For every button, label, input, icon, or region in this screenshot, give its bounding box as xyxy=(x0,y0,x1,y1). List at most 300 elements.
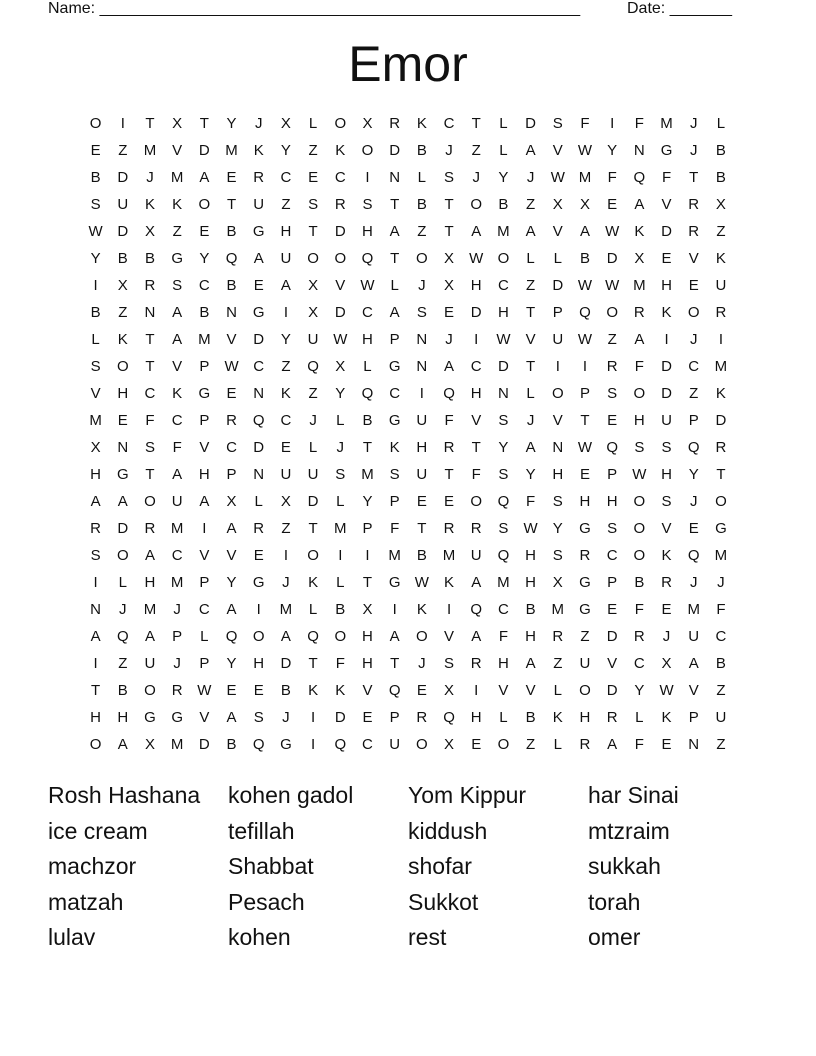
grid-letter: S xyxy=(444,655,455,672)
grid-letter: F xyxy=(471,466,481,483)
grid-letter: C xyxy=(443,115,455,132)
grid-letter: K xyxy=(117,331,128,348)
grid-letter: Z xyxy=(526,277,536,294)
grid-letter: X xyxy=(117,277,128,294)
word-list-item: kohen gadol xyxy=(228,782,354,808)
grid-letter: G xyxy=(171,250,183,267)
grid-letter: Q xyxy=(334,736,347,753)
grid-letter: O xyxy=(116,547,129,564)
grid-row xyxy=(82,488,735,515)
grid-letter: M xyxy=(578,169,592,186)
grid-letter: E xyxy=(607,412,618,429)
grid-letter: W xyxy=(605,277,620,294)
grid-letter: I xyxy=(283,304,288,321)
grid-letter: H xyxy=(117,709,129,726)
grid-letter: E xyxy=(471,736,482,753)
grid-letter: W xyxy=(197,682,212,699)
grid-letter: J xyxy=(418,655,426,672)
grid-letter: I xyxy=(365,169,370,186)
grid-letter: A xyxy=(389,223,400,240)
grid-letter: H xyxy=(661,277,672,294)
grid-letter: D xyxy=(606,628,618,645)
word-list-item: shofar xyxy=(408,853,472,879)
grid-letter: D xyxy=(253,331,265,348)
grid-letter: G xyxy=(579,601,591,618)
grid-letter: U xyxy=(307,331,319,348)
grid-letter: T xyxy=(308,520,318,537)
grid-letter: K xyxy=(144,196,155,213)
grid-letter: H xyxy=(633,412,645,429)
grid-row xyxy=(82,731,735,758)
grid-letter: Z xyxy=(716,223,726,240)
grid-letter: E xyxy=(444,493,455,510)
grid-letter: R xyxy=(552,628,564,645)
grid-letter: I xyxy=(365,547,370,564)
grid-letter: L xyxy=(308,439,318,456)
grid-letter: A xyxy=(226,601,237,618)
grid-letter: F xyxy=(498,628,508,645)
grid-letter: B xyxy=(226,223,237,240)
grid-letter: X xyxy=(90,439,101,456)
grid-letter: T xyxy=(471,115,481,132)
grid-letter: O xyxy=(416,628,428,645)
grid-letter: S xyxy=(498,412,509,429)
grid-letter: O xyxy=(687,304,700,321)
grid-letter: T xyxy=(362,574,373,591)
grid-letter: X xyxy=(715,196,726,213)
grid-letter: N xyxy=(144,304,156,321)
grid-letter: A xyxy=(688,655,699,672)
grid-letter: B xyxy=(715,169,726,186)
grid-letter: L xyxy=(336,574,345,591)
grid-letter: N xyxy=(253,466,265,483)
grid-letter: C xyxy=(171,412,183,429)
grid-letter: B xyxy=(498,196,509,213)
grid-letter: C xyxy=(362,736,373,753)
grid-letter: U xyxy=(715,709,727,726)
grid-letter: Q xyxy=(687,439,700,456)
grid-letter: D xyxy=(334,709,346,726)
grid-letter: T xyxy=(390,655,400,672)
grid-letter: A xyxy=(199,169,210,186)
grid-letter: R xyxy=(579,547,591,564)
grid-letter: U xyxy=(389,736,401,753)
grid-letter: P xyxy=(389,331,400,348)
grid-row xyxy=(82,110,735,137)
grid-letter: O xyxy=(307,547,319,564)
grid-letter: J xyxy=(717,574,725,591)
grid-letter: V xyxy=(444,628,455,645)
grid-letter: Z xyxy=(417,223,427,240)
grid-letter: B xyxy=(90,304,101,321)
grid-letter: N xyxy=(633,142,645,159)
grid-letter: C xyxy=(497,277,509,294)
grid-letter: R xyxy=(715,304,727,321)
grid-letter: H xyxy=(362,628,373,645)
grid-letter: Z xyxy=(172,223,182,240)
grid-letter: Y xyxy=(607,142,618,159)
grid-letter: B xyxy=(416,547,427,564)
grid-letter: L xyxy=(336,493,345,510)
grid-letter: N xyxy=(688,736,700,753)
grid-letter: A xyxy=(172,331,183,348)
grid-letter: D xyxy=(334,304,346,321)
grid-letter: J xyxy=(689,574,698,591)
word-list-item: Yom Kippur xyxy=(408,782,527,808)
grid-row xyxy=(82,461,735,488)
grid-letter: Q xyxy=(361,250,374,267)
grid-letter: Z xyxy=(526,736,536,753)
grid-letter: Q xyxy=(497,547,510,564)
grid-letter: G xyxy=(388,358,401,375)
grid-letter: X xyxy=(362,601,373,618)
grid-letter: D xyxy=(117,223,129,240)
grid-letter: R xyxy=(389,115,401,132)
date-field-label: Date: _______ xyxy=(627,0,732,17)
grid-letter: V xyxy=(661,196,672,213)
grid-letter: X xyxy=(579,196,590,213)
grid-letter: W xyxy=(577,331,593,348)
grid-letter: R xyxy=(688,223,700,240)
grid-letter: T xyxy=(444,223,454,240)
grid-letter: E xyxy=(90,142,101,159)
grid-letter: X xyxy=(144,223,155,240)
grid-letter: C xyxy=(470,358,482,375)
grid-letter: Y xyxy=(199,250,210,267)
word-list-item: sukkah xyxy=(588,853,661,879)
grid-letter: I xyxy=(392,601,397,618)
grid-row xyxy=(82,245,735,272)
grid-letter: U xyxy=(470,547,482,564)
grid-letter: D xyxy=(715,412,727,429)
grid-letter: G xyxy=(171,709,183,726)
grid-letter: J xyxy=(689,493,698,510)
grid-row xyxy=(82,515,735,542)
grid-letter: B xyxy=(280,682,291,699)
grid-letter: R xyxy=(715,439,727,456)
grid-letter: Z xyxy=(580,628,590,645)
grid-letter: Z xyxy=(526,196,536,213)
grid-letter: D xyxy=(470,304,482,321)
grid-letter: F xyxy=(607,169,617,186)
grid-letter: A xyxy=(90,493,101,510)
grid-letter: K xyxy=(389,439,400,456)
grid-letter: E xyxy=(199,223,210,240)
grid-letter: L xyxy=(363,358,372,375)
grid-letter: K xyxy=(335,142,346,159)
grid-letter: C xyxy=(171,547,183,564)
grid-letter: G xyxy=(715,520,727,537)
grid-letter: U xyxy=(253,196,265,213)
grid-letter: L xyxy=(553,736,562,753)
grid-letter: V xyxy=(362,682,373,699)
grid-letter: S xyxy=(444,169,455,186)
grid-letter: D xyxy=(280,655,292,672)
grid-letter: F xyxy=(335,655,345,672)
grid-letter: F xyxy=(634,358,644,375)
grid-letter: T xyxy=(145,331,155,348)
grid-letter: T xyxy=(716,466,726,483)
grid-letter: T xyxy=(444,196,454,213)
grid-letter: S xyxy=(552,547,563,564)
grid-letter: L xyxy=(499,115,508,132)
grid-letter: W xyxy=(550,169,565,186)
grid-letter: A xyxy=(172,304,183,321)
grid-letter: X xyxy=(280,115,291,132)
grid-letter: G xyxy=(660,142,673,159)
grid-letter: E xyxy=(688,520,699,537)
grid-row xyxy=(82,596,735,623)
page-title: Emor xyxy=(348,36,468,92)
grid-letter: J xyxy=(119,601,127,618)
grid-letter: W xyxy=(88,223,103,240)
grid-letter: N xyxy=(90,601,102,618)
grid-letter: V xyxy=(90,385,101,402)
grid-letter: G xyxy=(579,520,591,537)
grid-letter: T xyxy=(226,196,237,213)
grid-letter: Y xyxy=(226,655,237,672)
grid-letter: L xyxy=(526,385,535,402)
grid-letter: H xyxy=(497,655,509,672)
grid-letter: M xyxy=(334,520,347,537)
grid-letter: H xyxy=(579,493,591,510)
grid-letter: E xyxy=(607,196,618,213)
grid-letter: J xyxy=(282,709,290,726)
word-list-item: machzor xyxy=(48,853,137,879)
grid-letter: H xyxy=(144,574,156,591)
grid-letter: V xyxy=(688,250,699,267)
grid-letter: L xyxy=(553,682,562,699)
grid-letter: V xyxy=(552,223,563,240)
grid-letter: A xyxy=(144,547,155,564)
header-line xyxy=(48,0,748,20)
grid-letter: B xyxy=(144,250,155,267)
grid-letter: W xyxy=(605,223,620,240)
grid-letter: T xyxy=(390,196,400,213)
grid-letter: Y xyxy=(226,574,237,591)
grid-letter: T xyxy=(199,115,209,132)
grid-letter: M xyxy=(551,601,565,618)
grid-letter: X xyxy=(172,115,183,132)
grid-letter: Q xyxy=(116,628,129,645)
grid-letter: S xyxy=(416,304,427,321)
grid-letter: B xyxy=(226,277,237,294)
grid-letter: M xyxy=(497,223,510,240)
grid-letter: M xyxy=(89,412,102,429)
word-list-item: kohen xyxy=(228,924,291,950)
grid-letter: X xyxy=(308,304,319,321)
grid-letter: O xyxy=(416,250,428,267)
grid-letter: K xyxy=(308,682,319,699)
grid-row xyxy=(82,623,735,650)
word-list-item: Sukkot xyxy=(408,888,479,915)
grid-letter: I xyxy=(202,520,207,537)
grid-letter: R xyxy=(633,628,645,645)
grid-letter: C xyxy=(606,547,618,564)
grid-letter: V xyxy=(552,142,563,159)
grid-letter: U xyxy=(144,655,156,672)
grid-letter: M xyxy=(225,142,238,159)
grid-letter: O xyxy=(307,250,319,267)
grid-letter: W xyxy=(577,439,593,456)
grid-row xyxy=(82,326,735,353)
grid-letter: M xyxy=(388,547,401,564)
grid-letter: A xyxy=(280,628,291,645)
grid-letter: Z xyxy=(281,196,291,213)
grid-letter: B xyxy=(715,655,726,672)
grid-letter: K xyxy=(335,682,346,699)
grid-letter: J xyxy=(526,412,535,429)
word-list-item: lulav xyxy=(48,924,96,950)
word-list-item: matzah xyxy=(48,888,124,915)
name-field-label: Name: ______________________________________________________ xyxy=(48,0,581,17)
grid-letter: P xyxy=(607,466,618,483)
grid-letter: L xyxy=(254,493,263,510)
grid-letter: A xyxy=(117,736,128,753)
grid-letter: T xyxy=(580,412,590,429)
grid-row xyxy=(82,569,735,596)
grid-letter: B xyxy=(335,601,346,618)
grid-letter: A xyxy=(199,493,210,510)
grid-letter: U xyxy=(117,196,129,213)
grid-letter: V xyxy=(661,520,672,537)
grid-letter: O xyxy=(334,115,347,132)
grid-letter: U xyxy=(715,277,727,294)
grid-letter: W xyxy=(523,520,538,537)
grid-letter: J xyxy=(309,412,317,429)
grid-letter: H xyxy=(552,466,564,483)
grid-letter: C xyxy=(334,169,346,186)
word-list-item: omer xyxy=(588,924,641,950)
grid-letter: H xyxy=(579,709,591,726)
grid-letter: E xyxy=(253,682,264,699)
grid-letter: P xyxy=(688,709,699,726)
grid-letter: Y xyxy=(525,466,536,483)
grid-letter: L xyxy=(390,277,399,294)
grid-row xyxy=(82,542,735,569)
grid-letter: B xyxy=(117,682,128,699)
grid-row xyxy=(82,164,735,191)
grid-letter: Q xyxy=(307,358,319,375)
grid-letter: L xyxy=(499,142,508,159)
grid-letter: J xyxy=(445,142,453,159)
grid-letter: A xyxy=(90,628,101,645)
grid-letter: Q xyxy=(388,682,401,699)
grid-letter: D xyxy=(117,520,129,537)
grid-letter: N xyxy=(416,331,428,348)
grid-letter: R xyxy=(334,196,346,213)
grid-letter: L xyxy=(635,709,644,726)
grid-letter: O xyxy=(89,115,102,132)
grid-letter: G xyxy=(388,574,401,591)
grid-letter: R xyxy=(443,439,455,456)
grid-letter: U xyxy=(416,412,428,429)
grid-letter: A xyxy=(607,736,618,753)
grid-letter: C xyxy=(688,358,700,375)
grid-letter: J xyxy=(662,628,671,645)
grid-letter: O xyxy=(334,250,347,267)
grid-letter: D xyxy=(497,358,509,375)
grid-letter: Q xyxy=(307,628,319,645)
grid-letter: F xyxy=(661,169,672,186)
grid-letter: C xyxy=(198,601,210,618)
grid-letter: E xyxy=(579,466,590,483)
grid-letter: L xyxy=(526,250,535,267)
grid-letter: A xyxy=(525,142,536,159)
grid-letter: F xyxy=(145,412,155,429)
grid-letter: Z xyxy=(716,682,726,699)
grid-row xyxy=(82,353,735,380)
grid-letter: Z xyxy=(281,520,291,537)
grid-letter: H xyxy=(416,439,428,456)
grid-letter: H xyxy=(661,466,672,483)
grid-letter: H xyxy=(606,493,618,510)
grid-letter: H xyxy=(280,223,292,240)
grid-letter: X xyxy=(144,736,155,753)
grid-letter: I xyxy=(93,655,98,672)
grid-letter: R xyxy=(253,169,265,186)
grid-letter: A xyxy=(226,520,237,537)
grid-letter: M xyxy=(660,115,673,132)
grid-letter: X xyxy=(280,493,291,510)
grid-letter: H xyxy=(525,628,537,645)
grid-letter: V xyxy=(471,412,482,429)
grid-letter: R xyxy=(661,574,672,591)
grid-letter: W xyxy=(469,250,484,267)
grid-letter: J xyxy=(282,574,290,591)
grid-letter: Y xyxy=(688,466,699,483)
grid-letter: K xyxy=(172,385,183,402)
grid-letter: D xyxy=(253,439,265,456)
grid-letter: A xyxy=(280,277,291,294)
grid-letter: K xyxy=(552,709,563,726)
grid-letter: X xyxy=(634,250,645,267)
word-list-item: mtzraim xyxy=(588,817,670,844)
grid-letter: W xyxy=(577,277,593,294)
grid-letter: R xyxy=(144,520,156,537)
grid-letter: S xyxy=(552,493,563,510)
grid-letter: T xyxy=(145,466,155,483)
grid-letter: R xyxy=(171,682,183,699)
grid-letter: A xyxy=(117,493,128,510)
grid-letter: O xyxy=(633,547,646,564)
grid-letter: E xyxy=(253,277,264,294)
grid-letter: V xyxy=(525,331,536,348)
grid-letter: X xyxy=(444,682,455,699)
grid-letter: T xyxy=(145,358,155,375)
grid-letter: M xyxy=(714,358,728,375)
grid-letter: M xyxy=(442,547,456,564)
grid-letter: W xyxy=(333,331,348,348)
grid-letter: D xyxy=(552,277,564,294)
grid-letter: K xyxy=(280,385,291,402)
grid-letter: U xyxy=(416,466,428,483)
grid-letter: T xyxy=(390,250,400,267)
grid-letter: J xyxy=(146,169,154,186)
grid-letter: C xyxy=(280,412,292,429)
grid-letter: G xyxy=(579,574,591,591)
grid-letter: E xyxy=(416,682,427,699)
grid-letter: D xyxy=(606,682,618,699)
grid-letter: B xyxy=(715,142,726,159)
grid-letter: J xyxy=(173,655,181,672)
grid-letter: T xyxy=(526,304,536,321)
grid-letter: U xyxy=(579,655,591,672)
grid-letter: V xyxy=(172,142,183,159)
grid-letter: R xyxy=(633,304,645,321)
grid-letter: J xyxy=(689,115,698,132)
grid-letter: J xyxy=(173,601,181,618)
